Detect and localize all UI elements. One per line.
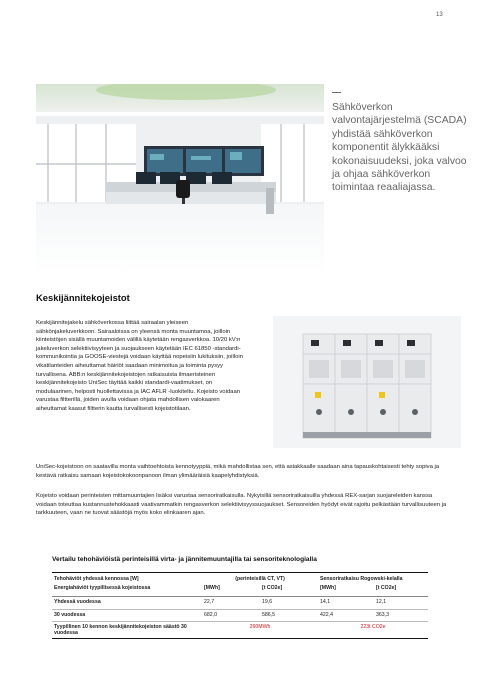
body-paragraph-1: Keskijännitejakelu sähköverkossa liittää sairaalan yleiseen sähkönjakeluverkkoon. Sairaaloissa on yleensä monta muuntamoa, joilloin kiinteistöjen sisällä muuntamoiden välillä käytetään rengasverkkoa. 10/20 kV:n jakeluverkon selektiivisyyteen ja suojaukseen käytetään IEC 61850 -standardi-kommunikointia ja GOOSE-viestejä voidaan käyttää nopeisiin lukituksiin, joilloin vikatilanteiden aiheuttamat häiriöt saadaan minimoitua ja toiminta pysyy turvallisena. ABB:n keskijännitekojeistojen ratkaisuista ilmaeristeinen keskijännitekojeisto UniSec täyttää kaikki standardi-vaatimukset, on modulaarinen, helposti huollettavissa ja IAC AFLR -luokiteltu. Kojeisto voidaan varustaa filtterillä, joiden avulla voidaan ohjata mahdollisen valokaaren aiheuttamat kaasut filtterin kautta turvallisesti kojeistotilaan. [36, 320, 243, 412]
pull-quote: Sähköverkon valvontajärjestelmä (SCADA) yhdistää sähköverkon komponentit älykkääksi kokonaisuudeksi, joka valvoo ja ohjaa sähköverkon toimintaa reaaliajassa. [332, 102, 467, 194]
cell-trad-mwh: 22,7 [202, 597, 260, 610]
subheader-label: Energiahäviöt tyypillisessä kojeistossa [52, 585, 202, 597]
cell-sens-mwh: 14,1 [318, 597, 374, 610]
savings-row [52, 622, 428, 639]
unit-co2: [t CO2e] [260, 585, 318, 597]
table-header-row [52, 576, 428, 585]
table-row [52, 597, 428, 610]
cell-sens-mwh: 422,4 [318, 609, 374, 622]
body-paragraph-2: UniSec-kojeistoon on saatavilla monta vaihtoehtoista kennotyyppiä, mikä mahdollistaa sen, että asiakkaalle saadaan aina tapauskohtaisesti tehty sopiva ja kestävä ratkaisu samaan kojeistokokoonpanoon ilman ylimääräisiä kaapelyhdistyksiä. [36, 464, 440, 479]
table-top-rule [52, 572, 428, 573]
table-title: Vertailu tehohäviöistä perinteisillä virta- ja jännitemuuntajilla tai sensoriteknologialla [52, 556, 317, 563]
row-label: 30 vuodessa [52, 609, 202, 622]
unit-mwh: [MWh] [318, 585, 374, 597]
control-room-photo [36, 84, 324, 274]
group-sensor: Sensoriratkaisu Rogowski-kelalla [320, 576, 403, 582]
cell-trad-co2: 586,5 [260, 609, 318, 622]
savings-sensor: 223t CO2e [318, 622, 428, 639]
header-label: Tehohäviöt yhdessä kennossa [W] [54, 576, 139, 582]
quote-dash [332, 92, 341, 93]
cell-trad-co2: 19,6 [260, 597, 318, 610]
comparison-table [52, 576, 428, 639]
table-row [52, 609, 428, 622]
savings-label: Tyypillinen 10 kennon keskijännitekojeiston säästö 30 vuodessa [52, 622, 202, 639]
switchgear-photo [273, 316, 461, 448]
section-heading: Keskijännitekojeistot [36, 292, 130, 303]
savings-traditional: 260MWh [202, 622, 318, 639]
unit-mwh: [MWh] [202, 585, 260, 597]
row-label: Yhdessä vuodessa [52, 597, 202, 610]
body-paragraph-3: Kojeisto voidaan perinteisten mittamuuntajien lisäksi varustaa sensoriratkaisulla. Nykyisillä sensoriratkaisuilla yhdessä REX-sarjan suojareleiden kanssa voidaan toteuttaa kustannustehokkaasti vaativammatkin rengasverkon selektiivisyyssuojaukset. Sensoreiden hyödyt eivät rajoitu pelkästään turvallisuuteen ja tarkkuuteen, vaan ne tuovat säästöjä myös koko elinkaaren ajan. [36, 493, 447, 517]
page-number: 13 [436, 12, 443, 18]
unit-co2: [t CO2e] [374, 585, 428, 597]
table-subheader-row [52, 585, 428, 597]
cell-sens-co2: 363,3 [374, 609, 428, 622]
cell-trad-mwh: 682,0 [202, 609, 260, 622]
cell-sens-co2: 12,1 [374, 597, 428, 610]
group-traditional: (perinteisillä CT, VT) [235, 576, 285, 582]
